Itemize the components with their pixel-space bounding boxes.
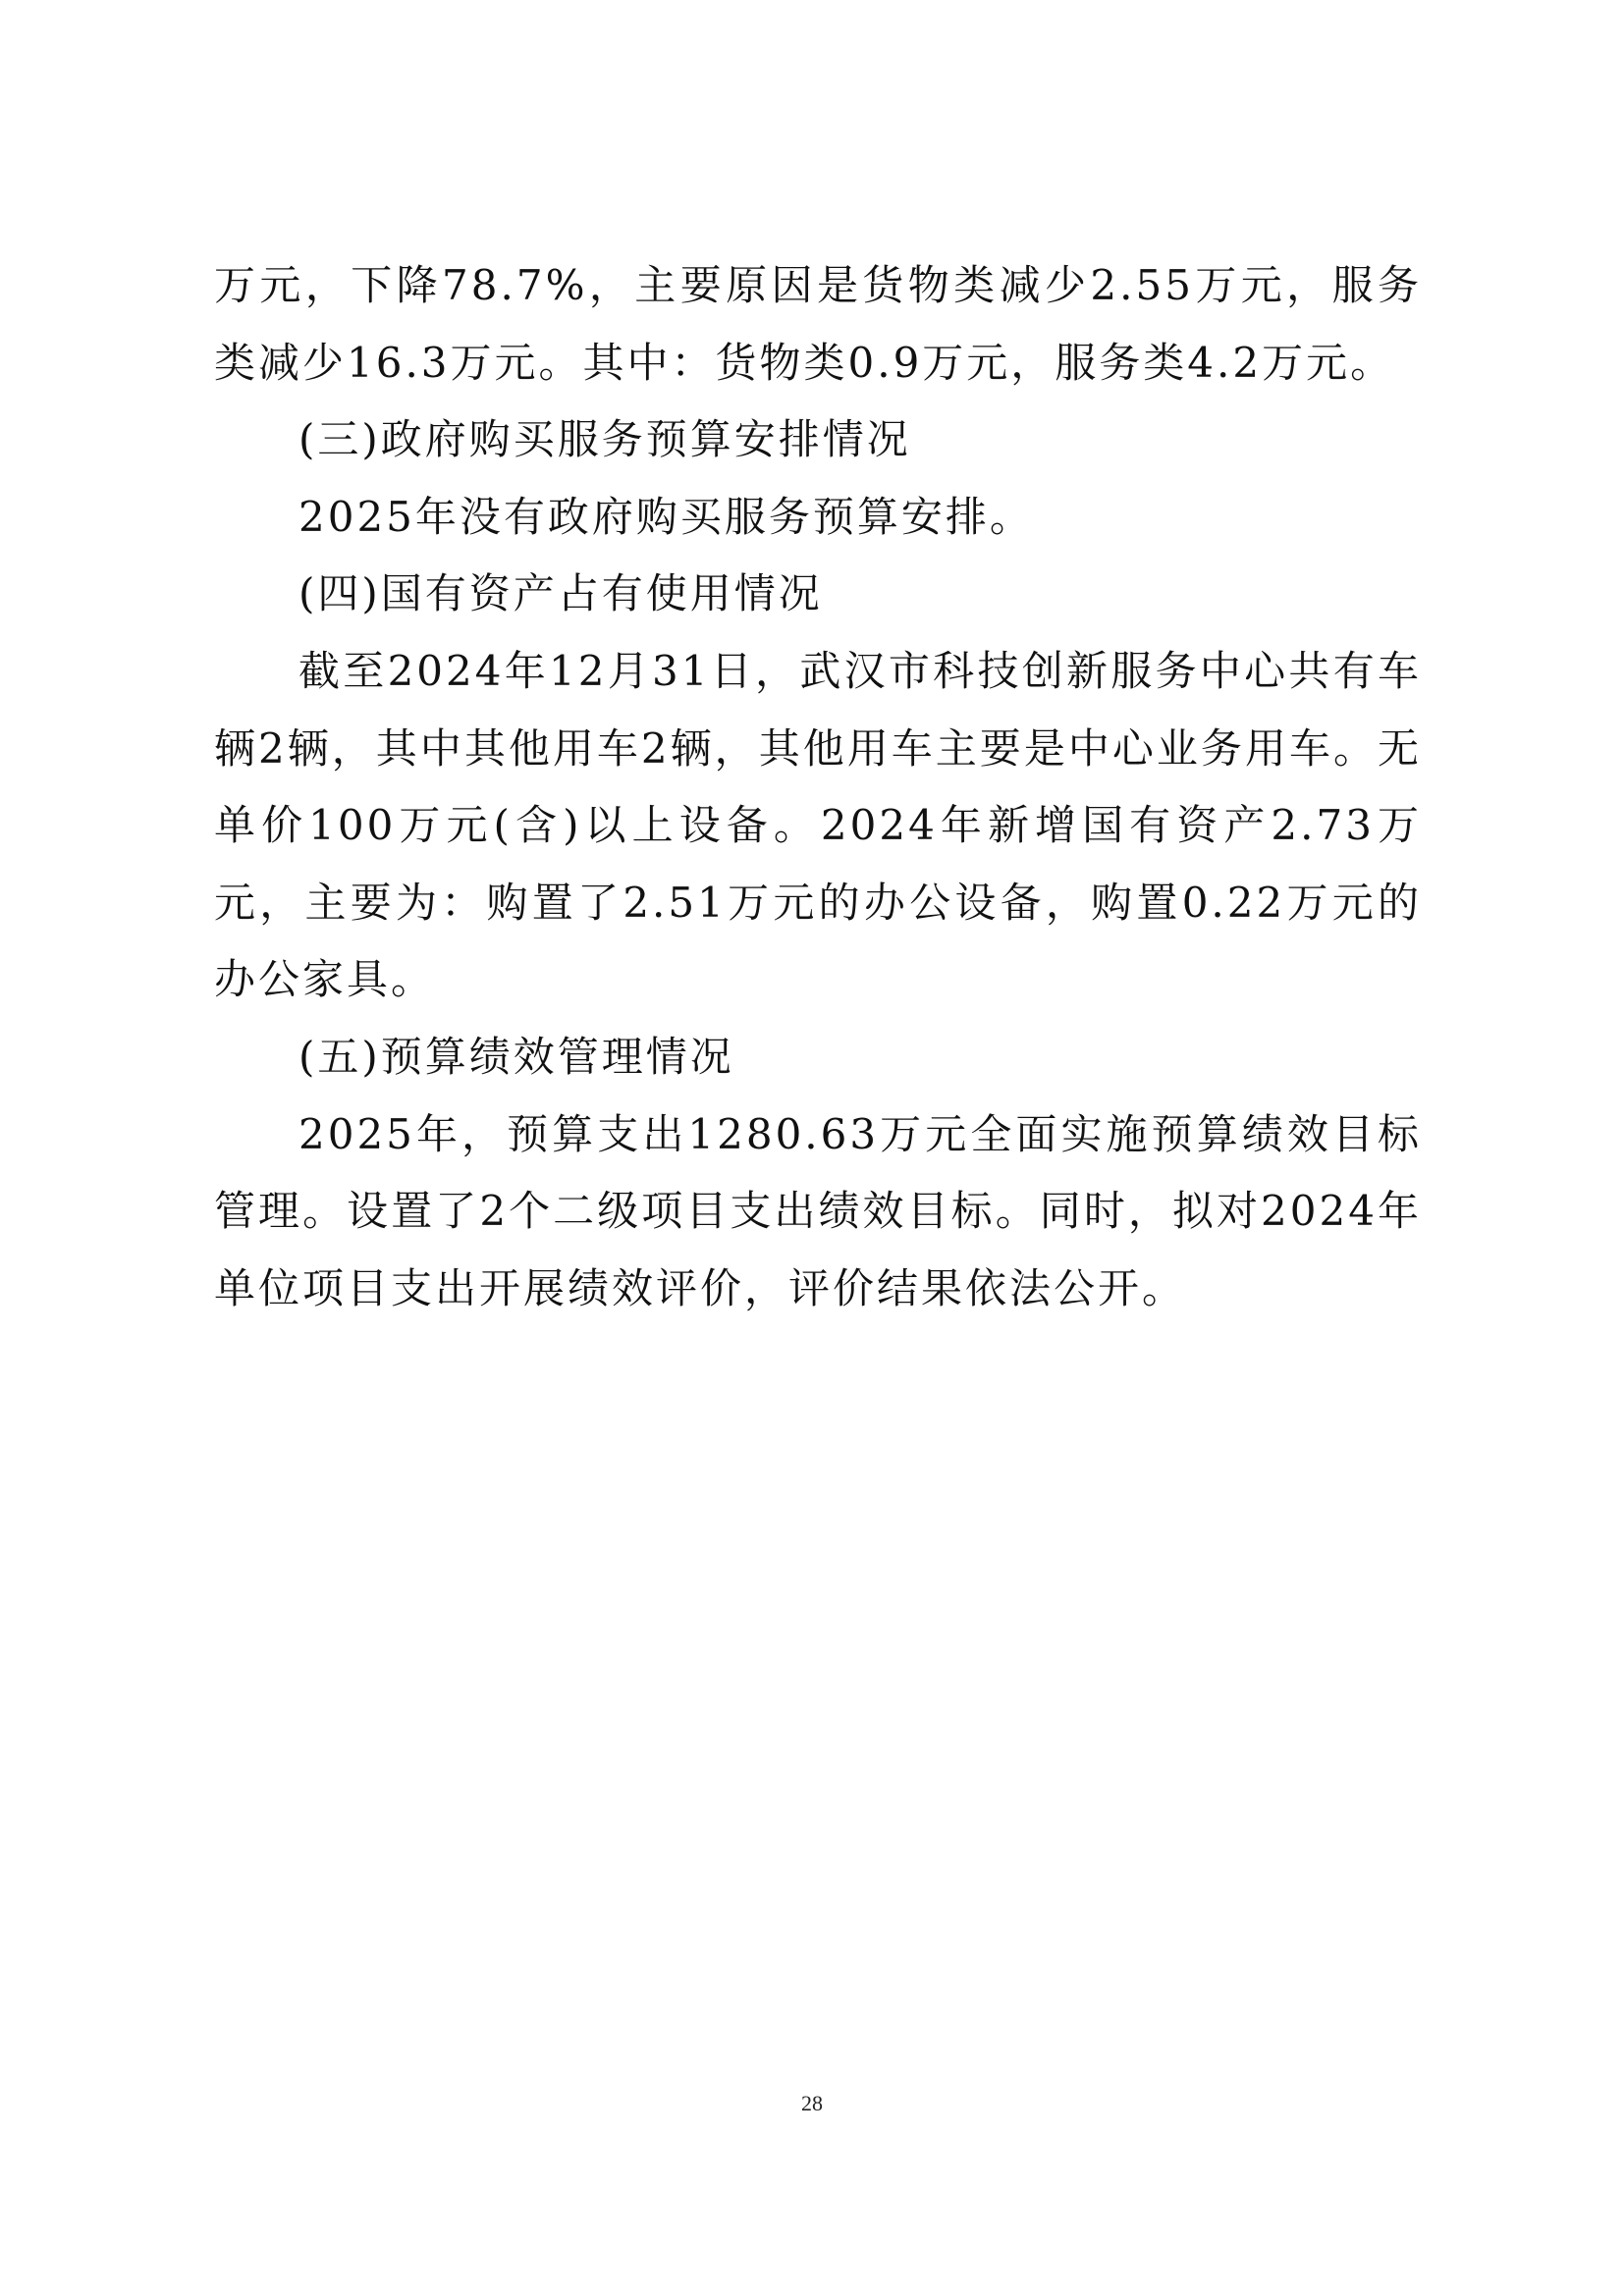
heading-government-service-purchase: (三)政府购买服务预算安排情况 [298, 415, 911, 464]
paragraph-government-service-purchase: 2025年没有政府购买服务预算安排。 [298, 492, 1034, 541]
document-body [214, 247, 1422, 1327]
page-number: 28 [801, 2091, 823, 2115]
heading-state-assets: (四)国有资产占有使用情况 [298, 569, 823, 618]
paragraph-state-assets: 截至2024年12月31日，武汉市科技创新服务中心共有车辆2辆，其中其他用车2辆，其他用车主要是中心业务用车。无单价100万元(含)以上设备。2024年新增国有资产2.73万元，主要为：购置了2.51万元的办公设备，购置0.22万元的办公家具。 [214, 646, 1422, 1004]
paragraph-procurement-continued: 万元，下降78.7%，主要原因是货物类减少2.55万元，服务类减少16.3万元。其中：货物类0.9万元，服务类4.2万元。 [214, 261, 1422, 387]
paragraph-performance-management: 2025年，预算支出1280.63万元全面实施预算绩效目标管理。设置了2个二级项目支出绩效目标。同时，拟对2024年单位项目支出开展绩效评价，评价结果依法公开。 [214, 1109, 1422, 1312]
heading-performance-management: (五)预算绩效管理情况 [298, 1032, 734, 1081]
